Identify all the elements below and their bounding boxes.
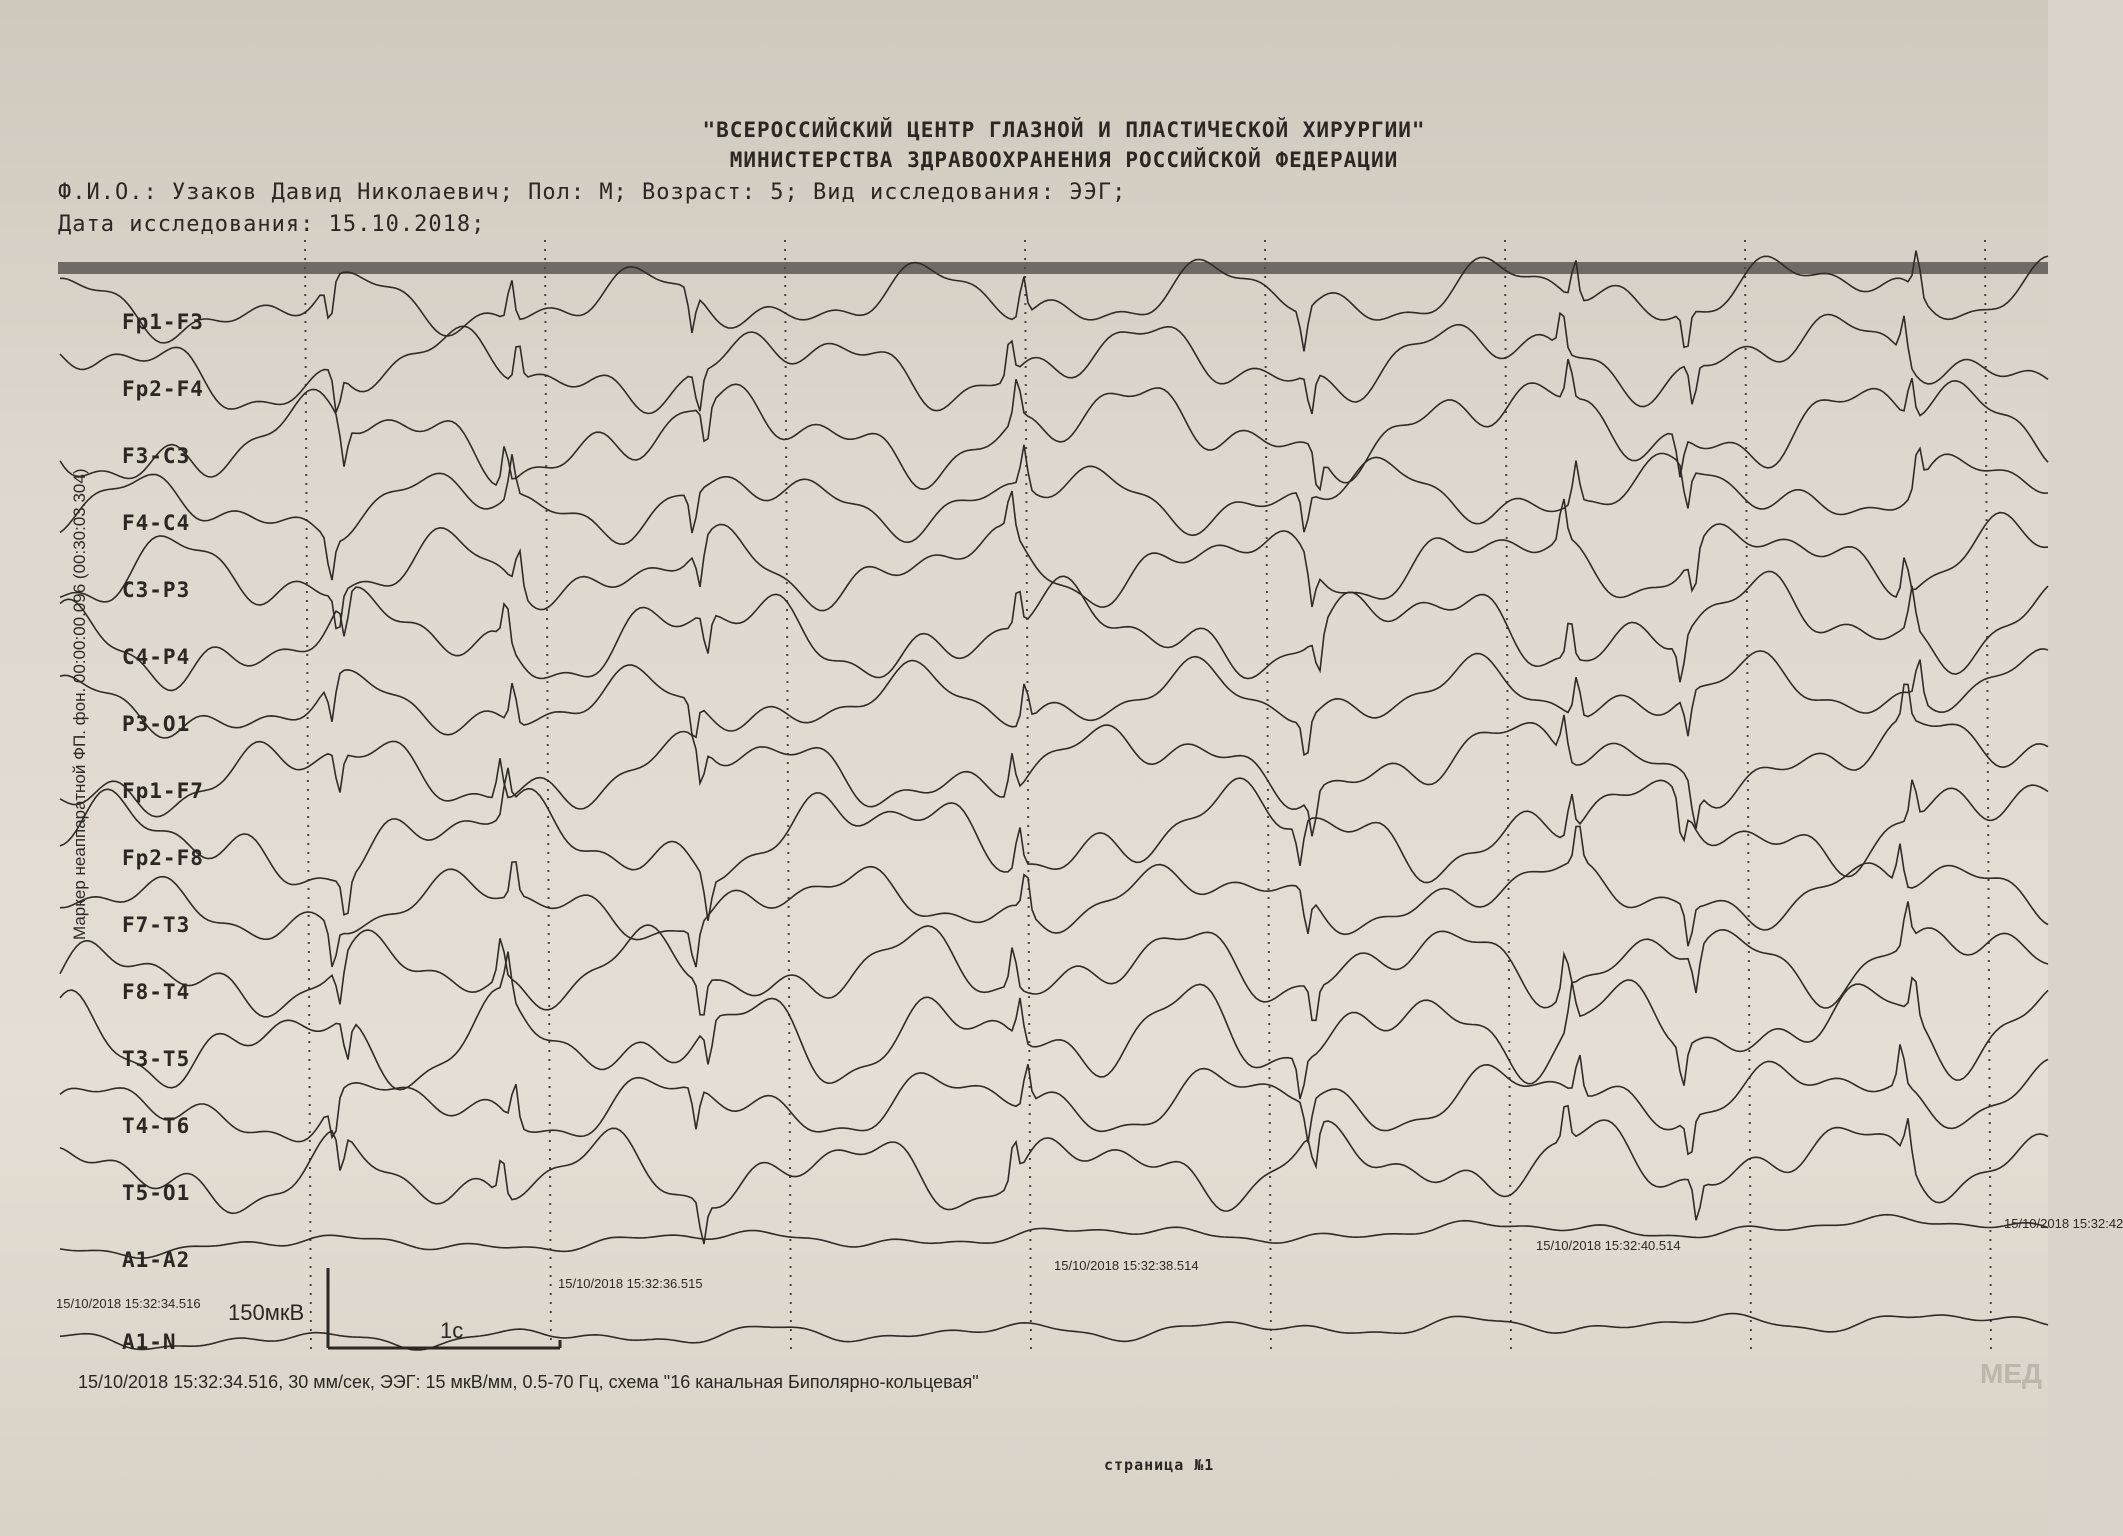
eeg-trace xyxy=(60,445,2048,580)
channel-label: Fp1-F3 xyxy=(122,310,204,334)
channel-label: Fp1-F7 xyxy=(122,779,204,803)
channel-label: T4-T6 xyxy=(122,1114,191,1138)
second-gridline xyxy=(545,240,551,1350)
second-gridlines xyxy=(305,240,1991,1350)
organization-name: "ВСЕРОССИЙСКИЙ ЦЕНТР ГЛАЗНОЙ И ПЛАСТИЧЕСКОЙ ХИРУРГИИ" xyxy=(702,118,1426,142)
timestamp-label: 15/10/2018 15:32:38.514 xyxy=(1054,1258,1199,1273)
eeg-trace xyxy=(60,649,2048,755)
eeg-trace xyxy=(60,313,2048,414)
eeg-trace xyxy=(60,571,2048,690)
channel-label: Fp2-F8 xyxy=(122,846,204,870)
channel-label: F8-T4 xyxy=(122,980,191,1004)
eeg-trace xyxy=(60,684,2048,836)
channel-label: A1-N xyxy=(122,1330,177,1354)
patient-info: Ф.И.О.: Узаков Давид Николаевич; Пол: М; Возраст: 5; Вид исследования: ЭЭГ; xyxy=(58,180,1127,205)
timestamp-label: 15/10/2018 15:32:40.514 xyxy=(1536,1238,1681,1253)
eeg-trace xyxy=(60,359,2048,489)
channel-label: P3-O1 xyxy=(122,712,191,736)
second-gridline xyxy=(1745,240,1751,1350)
study-date: Дата исследования: 15.10.2018; xyxy=(58,212,486,237)
side-marker-text: Маркер неаппаратной ФП. фон. 00:00:00.096 (00:30:03.304) xyxy=(70,468,89,940)
eeg-trace xyxy=(60,491,2048,629)
eeg-trace xyxy=(60,1314,2048,1351)
eeg-trace xyxy=(60,826,2048,967)
second-gridline xyxy=(785,240,791,1350)
channel-label: T5-O1 xyxy=(122,1181,191,1205)
second-gridline xyxy=(305,240,311,1350)
timestamp-label: 15/10/2018 15:32:36.515 xyxy=(558,1276,703,1291)
manufacturer-logo: МЕД xyxy=(1980,1358,2042,1389)
channel-label: F7-T3 xyxy=(122,913,191,937)
channel-label: T3-T5 xyxy=(122,1047,191,1071)
recording-parameters: 15/10/2018 15:32:34.516, 30 мм/сек, ЭЭГ: 15 мкВ/мм, 0.5-70 Гц, схема "16 канальная Биполярно-кольцевая" xyxy=(78,1372,979,1392)
calibration-amplitude: 150мкВ xyxy=(228,1300,305,1325)
channel-label: A1-A2 xyxy=(122,1248,191,1272)
channel-label: Fp2-F4 xyxy=(122,377,204,401)
channel-label: C4-P4 xyxy=(122,645,191,669)
timestamp-label: 15/10/2018 15:32:42 xyxy=(2004,1216,2123,1231)
page-number: страница №1 xyxy=(1104,1456,1215,1474)
calibration-time: 1с xyxy=(440,1318,464,1343)
timestamp-label: 15/10/2018 15:32:34.516 xyxy=(56,1296,201,1311)
organization-ministry: МИНИСТЕРСТВА ЗДРАВООХРАНЕНИЯ РОССИЙСКОЙ ФЕДЕРАЦИИ xyxy=(729,148,1399,172)
channel-label: F4-C4 xyxy=(122,511,191,535)
eeg-trace xyxy=(60,768,2048,921)
second-gridline xyxy=(1025,240,1031,1350)
second-gridline xyxy=(1265,240,1271,1350)
eeg-trace xyxy=(60,1106,2048,1244)
channel-label: C3-P3 xyxy=(122,578,191,602)
channel-label: F3-C3 xyxy=(122,444,191,468)
